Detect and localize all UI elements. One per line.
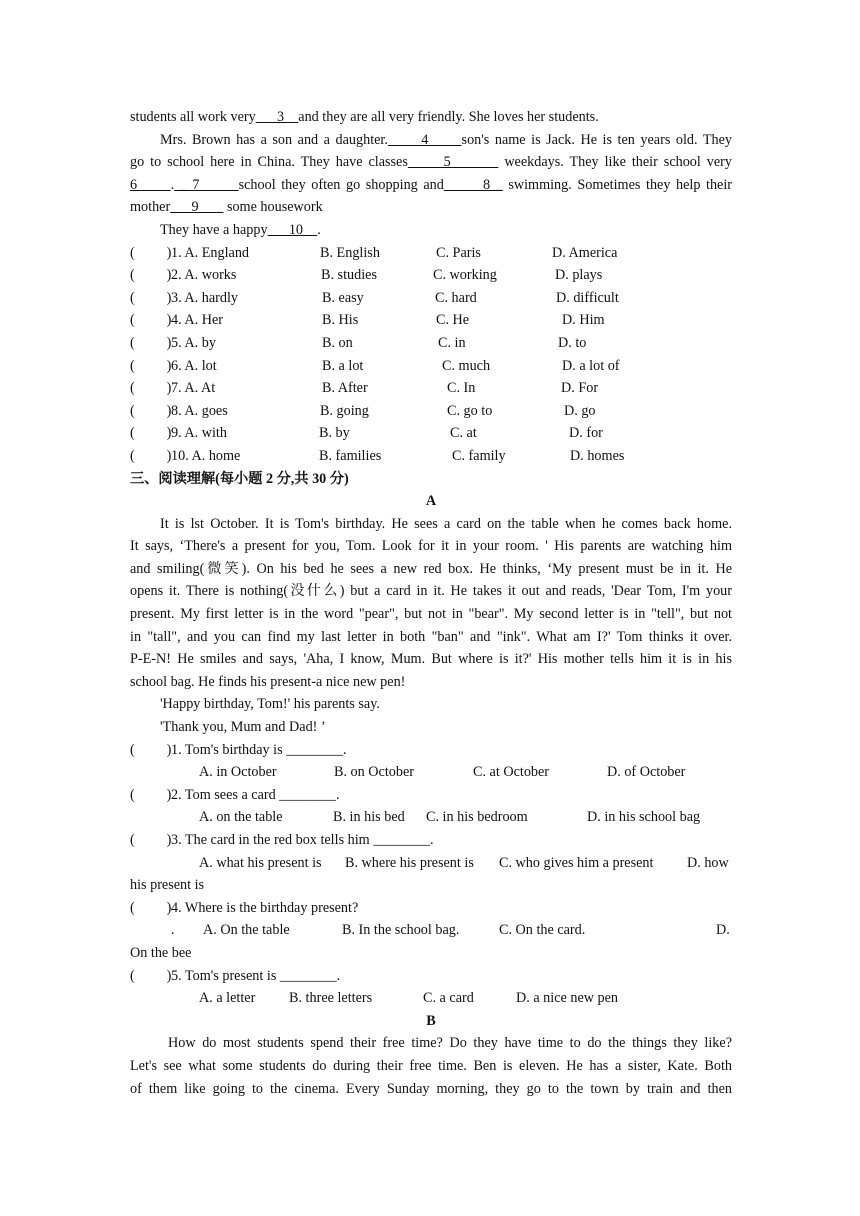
cloze-question-1 xyxy=(130,242,732,265)
question-text: 4. Where is the birthday present? xyxy=(171,899,359,916)
reading-options-5 xyxy=(130,987,732,1010)
passage-a-line: in "tall", and you can find my last letter in both "ban" and "ink". What am I?' Tom thinks it over. xyxy=(130,628,732,645)
option-c: C. On the card. xyxy=(499,922,586,939)
option-a: 8. A. goes xyxy=(171,402,228,419)
passage-a-line: 'Happy birthday, Tom!' his parents say. xyxy=(160,696,380,713)
option-b: B. three letters xyxy=(289,990,373,1007)
section-heading: 三、阅读理解(每小题 2 分,共 30 分) xyxy=(130,470,349,487)
passage-b-label: B xyxy=(426,1012,436,1029)
option-a: 7. A. At xyxy=(171,380,216,397)
answer-paren: ( ) xyxy=(130,967,172,984)
option-d: D. homes xyxy=(570,447,625,464)
option-a: A. On the table xyxy=(203,922,290,939)
option-d: D. of October xyxy=(607,764,686,781)
answer-paren: ( ) xyxy=(130,380,172,397)
cloze-line-4: 6 . _ 7 school they often go shopping and 8 _ swimming. Sometimes they help their xyxy=(130,176,733,193)
passage-a-label: A xyxy=(425,493,437,510)
option-d: D. for xyxy=(569,425,603,442)
cloze-line-2: Mrs. Brown has a son and a daughter. 4 son's name is Jack. He is ten years old. They xyxy=(160,131,732,148)
blank-3: 3 xyxy=(255,109,299,125)
cloze-line-5: mother 9 some housework xyxy=(130,199,323,216)
option-c: C. at xyxy=(450,425,477,442)
option-b: B. going xyxy=(320,402,369,419)
option-b: B. by xyxy=(319,425,350,442)
question-text: 1. Tom's birthday is ________. xyxy=(171,741,347,758)
cloze-question-9 xyxy=(130,422,732,445)
option-c: C. hard xyxy=(435,289,477,306)
option-d: D. plays xyxy=(555,267,603,284)
passage-a-line: and smiling(微笑). On his bed he sees a new red box. He thinks, ‘My present must be in it. He xyxy=(130,560,732,577)
blank-4: 4 xyxy=(387,131,462,148)
answer-paren: ( ) xyxy=(130,357,172,374)
answer-paren: ( ) xyxy=(130,899,172,916)
option-a: 3. A. hardly xyxy=(171,289,238,306)
option-b: B. on October xyxy=(334,764,414,781)
passage-b-line: of them like going to the cinema. Every Sunday morning, they go to the town by train and then xyxy=(130,1080,732,1097)
exam-page xyxy=(130,106,732,1100)
passage-a-line: P-E-N! He smiles and says, 'Aha, I know, Mum. But where is it?' His mother tells him it is in his xyxy=(130,651,732,668)
cloze-line-6: They have a happy 10 . xyxy=(160,221,321,238)
option-d: D. For xyxy=(561,380,599,397)
cloze-question-10 xyxy=(130,445,732,468)
passage-a-line: It is lst October. It is Tom's birthday. He sees a card on the table when he comes back home. xyxy=(160,515,732,532)
option-c: C. a card xyxy=(423,990,474,1007)
answer-paren: ( ) xyxy=(130,786,172,803)
blank-8: 8 _ xyxy=(443,176,503,193)
option-a: 5. A. by xyxy=(171,334,216,351)
option-a: 2. A. works xyxy=(171,267,237,284)
question-text: 5. Tom's present is ________. xyxy=(171,967,341,984)
question-text: 2. Tom sees a card ________. xyxy=(171,786,340,803)
option-a: 10. A. home xyxy=(171,447,241,464)
cloze-question-2 xyxy=(130,264,732,287)
option-b: B. His xyxy=(322,312,359,329)
option-c: C. in his bedroom xyxy=(426,809,528,826)
option-c: C. at October xyxy=(473,764,550,781)
answer-paren: ( ) xyxy=(130,267,172,284)
reading-question-4 xyxy=(130,897,732,920)
blank-5: 5 xyxy=(407,154,499,171)
option-a: A. what his present is xyxy=(199,854,322,871)
option-c: C. Paris xyxy=(436,244,481,261)
answer-paren: ( ) xyxy=(130,312,172,329)
option-a: 9. A. with xyxy=(171,425,227,442)
option-d: D. difficult xyxy=(556,289,619,306)
answer-paren: ( ) xyxy=(130,289,172,306)
blank-9: 9 xyxy=(170,199,224,216)
passage-b-line: Let's see what some students do during their free time. Ben is eleven. He has a sister, Kate. Both xyxy=(130,1057,732,1074)
cloze-line-1: students all work very 3 and they are all very friendly. She loves her students. xyxy=(130,109,599,125)
option-c: C. who gives him a present xyxy=(499,854,654,871)
question-text: 3. The card in the red box tells him ________. xyxy=(171,832,434,848)
option-d: D. a lot of xyxy=(562,357,620,374)
option-d: D. a nice new pen xyxy=(516,990,619,1007)
option-c: C. much xyxy=(442,357,491,374)
option-c: C. family xyxy=(452,447,506,464)
option-d: D. to xyxy=(558,334,587,351)
blank-7: _ 7 xyxy=(174,176,239,193)
passage-b-line: How do most students spend their free time? Do they have time to do the things they like? xyxy=(168,1035,732,1052)
cloze-question-3 xyxy=(130,287,732,310)
option-b: B. where his present is xyxy=(345,854,474,871)
answer-paren: ( ) xyxy=(130,334,172,351)
cloze-question-8 xyxy=(130,400,732,423)
option-c: C. He xyxy=(436,312,470,329)
reading-question-2 xyxy=(130,784,732,807)
reading-question-1 xyxy=(130,739,732,762)
option-a: 1. A. England xyxy=(171,244,250,261)
option-b: B. families xyxy=(319,447,382,464)
blank-10: 10 xyxy=(267,221,318,238)
option-d: D. Him xyxy=(562,312,605,329)
reading-options-3 xyxy=(130,852,732,875)
reading-question-3 xyxy=(130,829,732,852)
option-b: B. studies xyxy=(321,267,377,284)
option-d: D. in his school bag xyxy=(587,809,701,826)
blank-6: 6 xyxy=(130,176,171,193)
option-d: D. how xyxy=(687,854,729,871)
option-b: B. easy xyxy=(322,289,364,306)
cloze-line-3: go to school here in China. They have classes 5 weekdays. They like their school very xyxy=(130,154,732,171)
option-b: B. In the school bag. xyxy=(342,922,460,939)
option-b: B. on xyxy=(322,334,353,351)
passage-a-line: It says, ‘There's a present for you, Tom. Look for it in your room. ' His parents are watching him xyxy=(130,538,732,555)
option-d: D. go xyxy=(564,402,596,419)
reading-options-4-cont: On the bee xyxy=(130,944,192,961)
option-c: C. working xyxy=(433,267,497,284)
option-a: 6. A. lot xyxy=(171,357,217,374)
answer-paren: ( ) xyxy=(130,741,172,758)
cloze-question-6 xyxy=(130,355,732,378)
passage-a-line: opens it. There is nothing(没什么) but a card in it. He takes it out and reads, 'Dear Tom, I'm your xyxy=(130,583,732,600)
option-c: C. In xyxy=(447,380,476,397)
reading-options-3-cont: his present is xyxy=(130,877,205,894)
cloze-question-4 xyxy=(130,309,732,332)
reading-options-1 xyxy=(130,761,732,784)
option-b: B. a lot xyxy=(322,357,364,374)
option-b: B. English xyxy=(320,244,380,261)
option-a: A. a letter xyxy=(199,990,256,1007)
answer-paren: ( ) xyxy=(130,447,172,464)
option-d: D. xyxy=(716,922,730,939)
reading-options-4 xyxy=(130,919,732,942)
option-b: B. After xyxy=(322,380,368,397)
answer-paren: ( ) xyxy=(130,244,172,261)
option-c: C. in xyxy=(438,334,466,351)
cloze-question-5 xyxy=(130,332,732,355)
passage-a-line: present. My first letter is in the word "pear", but not in "bear". My second letter is in "tell", but not xyxy=(130,606,732,623)
option-c: C. go to xyxy=(447,402,493,419)
cloze-question-7 xyxy=(130,377,732,400)
dot: . xyxy=(171,922,175,939)
option-a: 4. A. Her xyxy=(171,312,224,329)
answer-paren: ( ) xyxy=(130,832,172,848)
option-a: A. on the table xyxy=(199,809,283,826)
reading-question-5 xyxy=(130,965,732,988)
option-d: D. America xyxy=(552,244,618,261)
answer-paren: ( ) xyxy=(130,402,172,419)
reading-options-2 xyxy=(130,806,732,829)
option-b: B. in his bed xyxy=(333,809,405,826)
answer-paren: ( ) xyxy=(130,425,172,442)
passage-a-line: school bag. He finds his present-a nice new pen! xyxy=(130,673,406,690)
passage-a-line: 'Thank you, Mum and Dad! ’ xyxy=(160,719,326,736)
option-a: A. in October xyxy=(199,764,277,781)
